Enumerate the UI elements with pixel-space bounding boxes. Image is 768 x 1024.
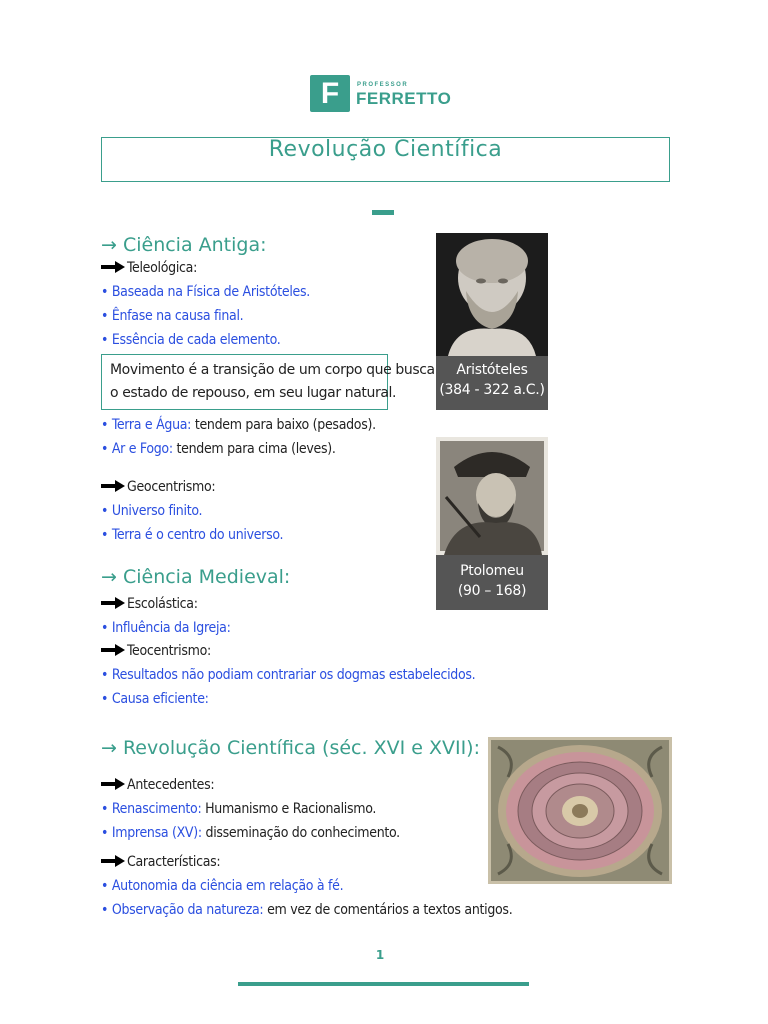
arrow-right-icon [101, 855, 125, 867]
arrow-right-icon [101, 261, 125, 273]
arrow-right-icon [101, 644, 125, 656]
list-item: • Terra é o centro do universo. [101, 527, 284, 543]
arrow-right-icon [101, 778, 125, 790]
line-terra-agua: • Terra e Água: tendem para baixo (pesados). [101, 417, 376, 433]
ptolomeu-name: Ptolomeu [460, 563, 524, 579]
line-ar-fogo: • Ar e Fogo: tendem para cima (leves). [101, 441, 336, 457]
note-line-1: Movimento é a transição de um corpo que busca [110, 362, 435, 378]
line-renascimento: • Renascimento: Humanismo e Racionalismo. [101, 801, 377, 817]
heading-ciencia-antiga: → Ciência Antiga: [101, 234, 267, 256]
aristoteles-dates: (384 - 322 a.C.) [439, 382, 545, 398]
ptolomeu-card [436, 437, 548, 610]
arrow-right-icon [101, 480, 125, 492]
list-item: • Universo finito. [101, 503, 203, 519]
line-observacao: • Observação da natureza: em vez de comentários a textos antigos. [101, 902, 513, 918]
arrow-right-icon [101, 597, 125, 609]
heading-revolucao-cientifica: → Revolução Científica (séc. XVI e XVII): [101, 737, 480, 759]
celestial-map-image [488, 737, 672, 884]
line-caracteristicas: Características: [101, 854, 220, 870]
line-teleologica: Teleológica: [101, 260, 197, 276]
heading-ciencia-medieval: → Ciência Medieval: [101, 566, 291, 588]
list-item: • Influência da Igreja: [101, 620, 231, 636]
title-dash [372, 210, 394, 215]
list-item: • Autonomia da ciência em relação à fé. [101, 878, 344, 894]
line-geocentrismo: Geocentrismo: [101, 479, 215, 495]
aristoteles-card [436, 233, 548, 410]
line-escolastica: Escolástica: [101, 596, 198, 612]
logo-small-text: PROFESSOR [357, 82, 409, 88]
list-item: • Baseada na Física de Aristóteles. [101, 284, 310, 300]
page-number: 1 [375, 948, 385, 962]
ptolomeu-dates: (90 – 168) [457, 583, 527, 599]
list-item: • Essência de cada elemento. [101, 332, 281, 348]
page-title: Revolução Científica [268, 137, 503, 162]
list-item: • Resultados não podiam contrariar os dogmas estabelecidos. [101, 667, 476, 683]
footer-line [238, 982, 529, 986]
line-teocentrismo: Teocentrismo: [101, 643, 211, 659]
logo-name: FERRETTO [356, 89, 452, 108]
note-line-2: o estado de repouso, em seu lugar natural. [110, 385, 397, 401]
line-antecedentes: Antecedentes: [101, 777, 214, 793]
line-imprensa: • Imprensa (XV): disseminação do conhecimento. [101, 825, 400, 841]
aristoteles-name: Aristóteles [456, 362, 528, 378]
logo-letter: F [320, 77, 340, 110]
list-item: • Causa eficiente: [101, 691, 209, 707]
aristoteles-bust-image [436, 233, 548, 356]
ptolomeu-engraving-image [436, 437, 548, 555]
list-item: • Ênfase na causa final. [101, 308, 244, 324]
